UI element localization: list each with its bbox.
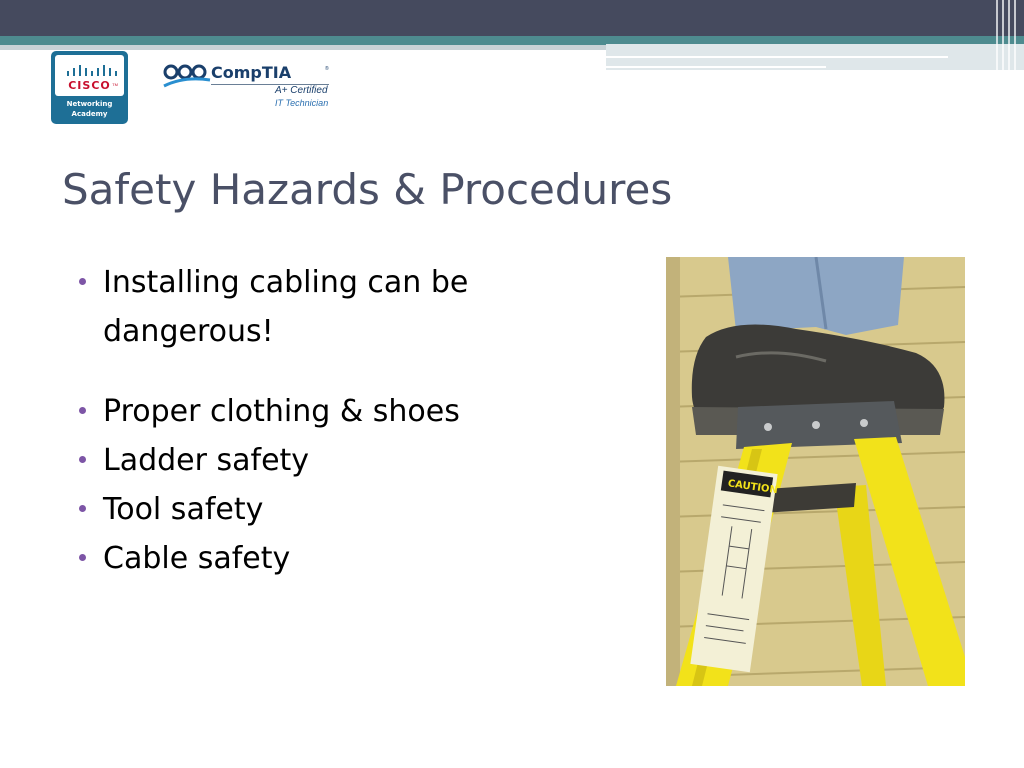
header-line — [606, 66, 826, 68]
bullet-item — [76, 387, 546, 436]
bullet-dot-icon — [79, 278, 86, 285]
slide-title: Safety Hazards & Procedures — [62, 165, 673, 214]
bullet-dot-icon — [79, 554, 86, 561]
bullet-item — [76, 534, 546, 583]
comptia-swoosh-icon — [162, 60, 212, 90]
bullet-text: Cable safety — [103, 541, 291, 576]
bullet-text: Ladder safety — [103, 443, 310, 478]
bullet-dot-icon — [79, 505, 86, 512]
header-edge-stripes — [992, 0, 1024, 70]
cisco-logo-badge — [55, 55, 124, 96]
comptia-logo — [162, 60, 332, 112]
cisco-trademark: TM — [112, 82, 118, 87]
caution-sticker-label: CAUTION — [727, 478, 779, 497]
bullet-text: Proper clothing & shoes — [103, 394, 460, 429]
cisco-subtitle-line1: Networking — [66, 100, 113, 108]
comptia-technician: IT Technician — [275, 98, 329, 108]
cisco-subtitle-line2: Academy — [71, 110, 108, 118]
cisco-networking-academy-logo — [51, 51, 128, 124]
ladder-photo-icon — [666, 257, 965, 686]
header-band-dark — [0, 0, 1024, 36]
bullet-text: Installing cabling can be dangerous! — [103, 265, 469, 349]
comptia-wordmark: CompTIA — [211, 63, 292, 82]
ladder-photo — [666, 257, 965, 686]
bullet-item — [76, 258, 546, 356]
cisco-wordmark: CISCO — [68, 79, 111, 92]
bullet-text: Tool safety — [103, 492, 264, 527]
comptia-certified: A+ Certified — [275, 85, 328, 96]
bullet-dot-icon — [79, 456, 86, 463]
cisco-subtitle — [51, 99, 128, 119]
cisco-bridge-icon — [67, 64, 119, 76]
bullet-list — [76, 258, 546, 583]
bullet-item — [76, 436, 546, 485]
bullet-dot-icon — [79, 407, 86, 414]
bullet-item — [76, 485, 546, 534]
header-line — [606, 56, 948, 58]
comptia-registered-mark: ® — [325, 66, 329, 72]
